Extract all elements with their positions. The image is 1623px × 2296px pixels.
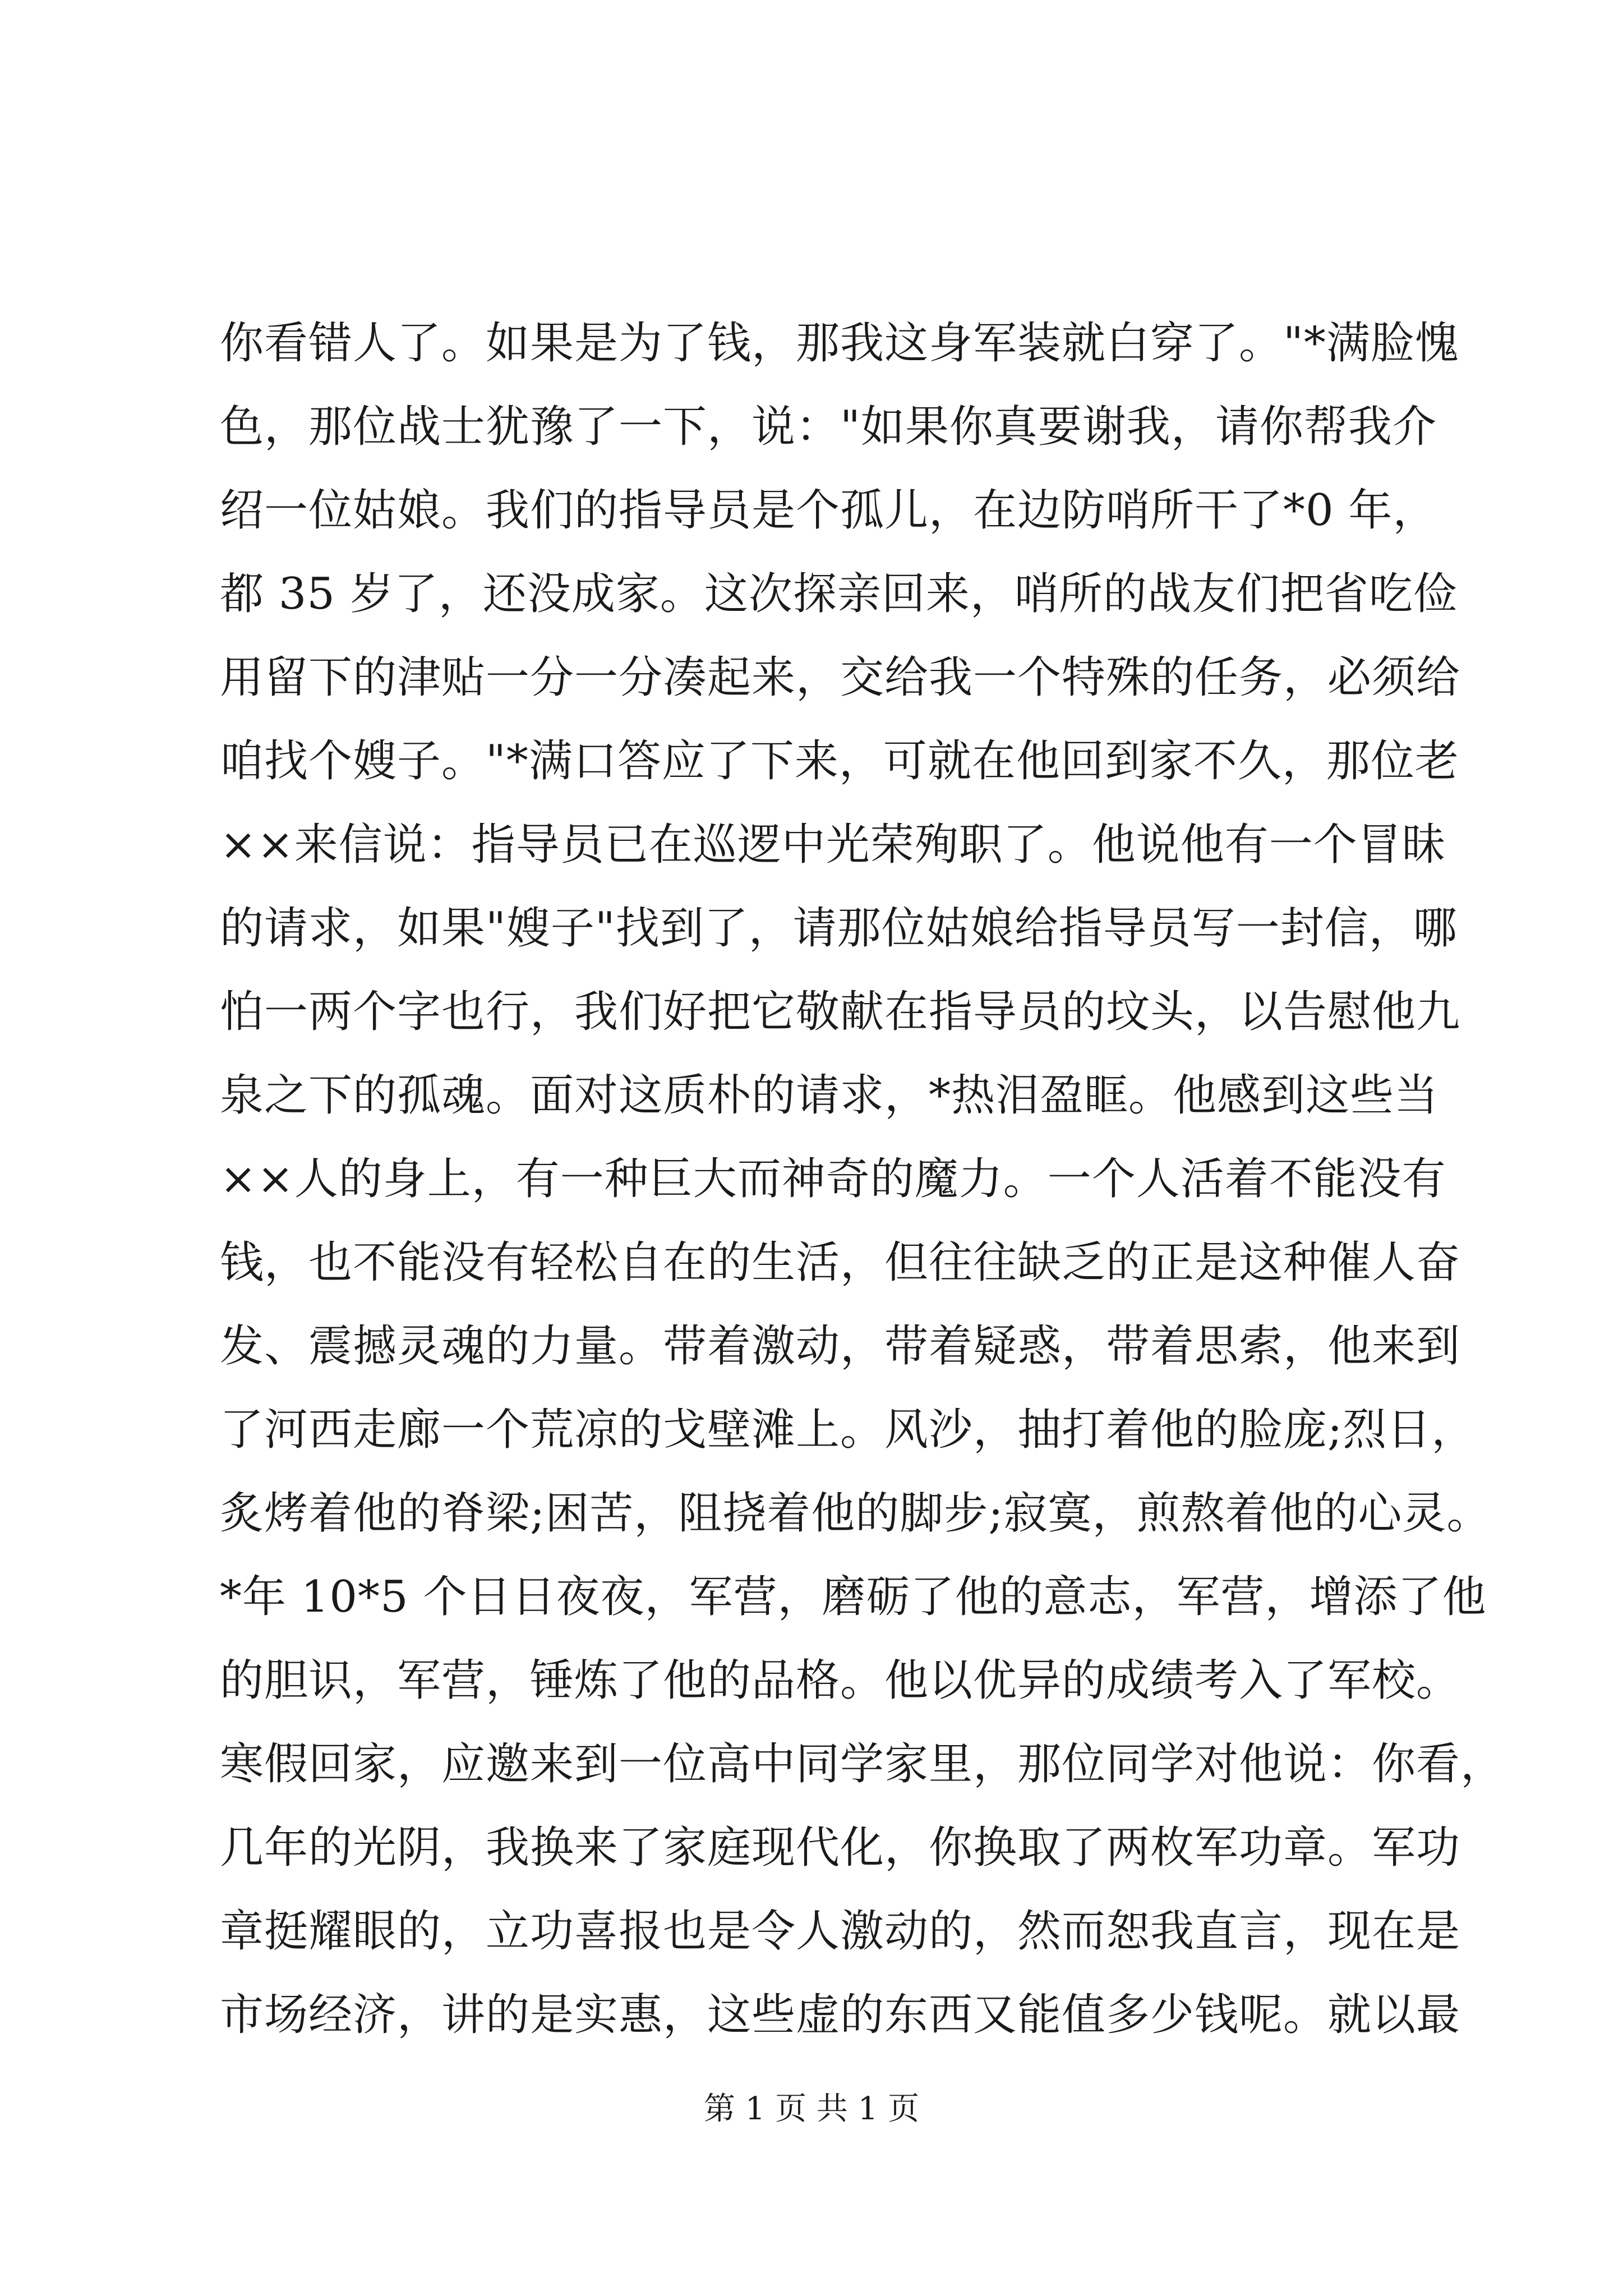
text-line: 咱找个嫂子。"*满口答应了下来，可就在他回到家不久，那位老 bbox=[220, 736, 1459, 786]
text-line: 几年的光阴，我换来了家庭现代化，你换取了两枚军功章。军功 bbox=[220, 1823, 1461, 1873]
text-line: ××来信说：指导员已在巡逻中光荣殉职了。他说他有一个冒昧 bbox=[220, 820, 1446, 870]
text-line: 用留下的津贴一分一分凑起来，交给我一个特殊的任务，必须给 bbox=[220, 652, 1461, 703]
text-line: 章挺耀眼的，立功喜报也是令人激动的，然而恕我直言，现在是 bbox=[220, 1906, 1461, 1957]
text-line: ××人的身上，有一种巨大而神奇的魔力。一个人活着不能没有 bbox=[220, 1154, 1446, 1204]
text-line: 泉之下的孤魂。面对这质朴的请求，*热泪盈眶。他感到这些当 bbox=[220, 1070, 1439, 1121]
text-line: 了河西走廊一个荒凉的戈壁滩上。风沙，抽打着他的脸庞;烈日， bbox=[220, 1405, 1476, 1455]
text-line: 都 35 岁了，还没成家。这次探亲回来，哨所的战友们把省吃俭 bbox=[220, 569, 1458, 619]
body-text bbox=[220, 302, 1505, 2057]
text-line: 钱，也不能没有轻松自在的生活，但往往缺乏的正是这种催人奋 bbox=[220, 1237, 1461, 1288]
text-line: 怕一两个字也行，我们好把它敬献在指导员的坟头，以告慰他九 bbox=[220, 987, 1461, 1037]
text-line: 绍一位姑娘。我们的指导员是个孤儿，在边防哨所干了*0 年， bbox=[220, 485, 1437, 536]
text-line: 寒假回家，应邀来到一位高中同学家里，那位同学对他说：你看， bbox=[220, 1739, 1505, 1789]
text-line: 的胆识，军营，锤炼了他的品格。他以优异的成绩考入了军校。 bbox=[220, 1655, 1461, 1706]
text-line: 色，那位战士犹豫了一下，说："如果你真要谢我，请你帮我介 bbox=[220, 402, 1437, 452]
text-line: 炙烤着他的脊梁;困苦，阻挠着他的脚步;寂寞，煎熬着他的心灵。 bbox=[220, 1488, 1491, 1539]
text-line: 发、震撼灵魂的力量。带着激动，带着疑惑，带着思索，他来到 bbox=[220, 1321, 1461, 1372]
text-line: *年 10*5 个日日夜夜，军营，磨砺了他的意志，军营，增添了他 bbox=[220, 1572, 1487, 1622]
text-line: 市场经济，讲的是实惠，这些虚的东西又能值多少钱呢。就以最 bbox=[220, 1990, 1461, 2040]
text-line: 的请求，如果"嫂子"找到了，请那位姑娘给指导员写一封信，哪 bbox=[220, 903, 1458, 954]
page-number-footer: 第 1 页 共 1 页 bbox=[703, 2091, 920, 2127]
text-line: 你看错人了。如果是为了钱，那我这身军装就白穿了。"*满脸愧 bbox=[220, 318, 1459, 369]
